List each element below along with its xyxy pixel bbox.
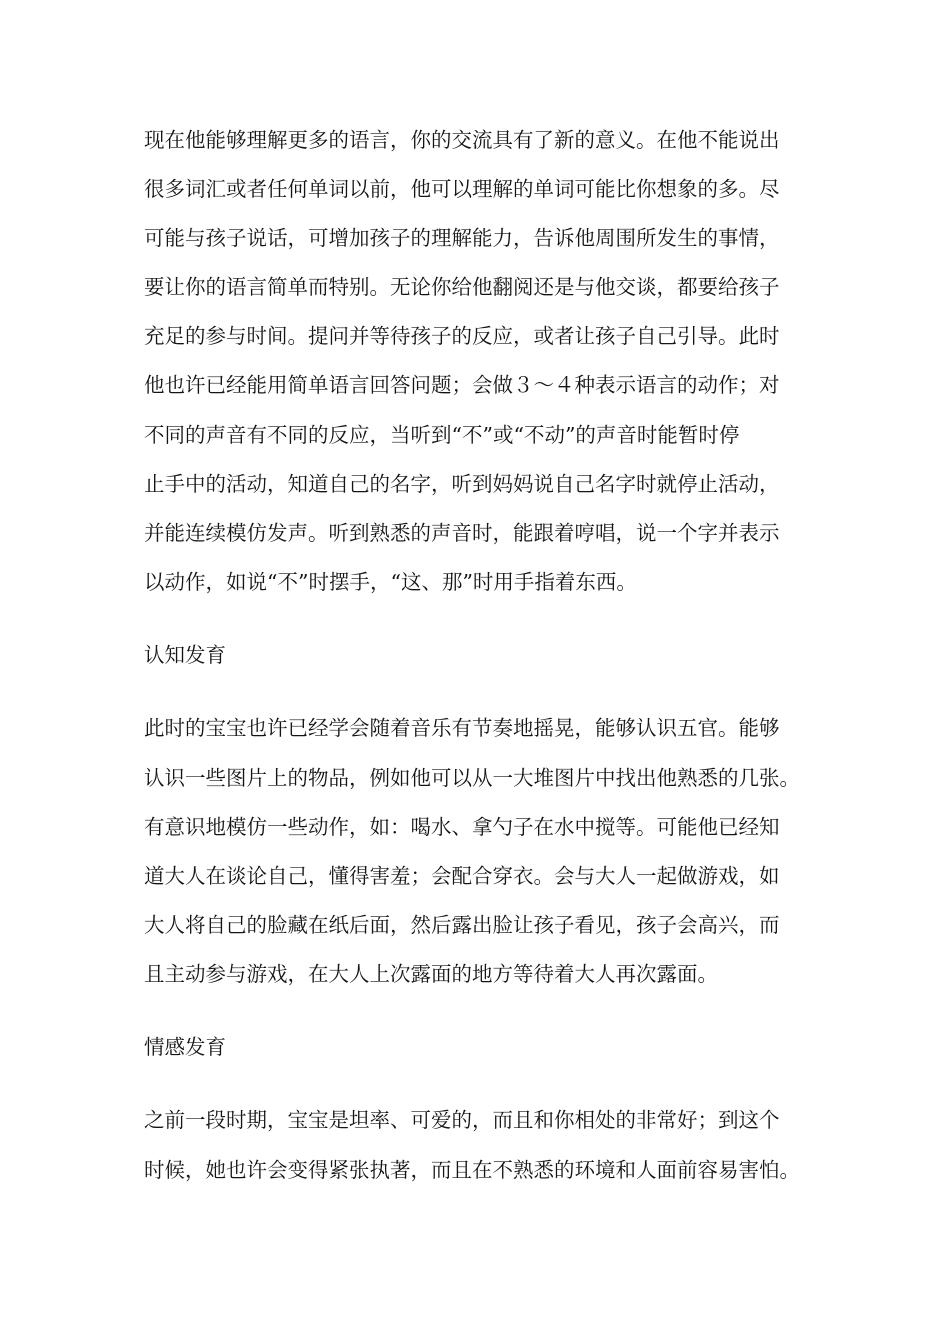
text-line: 有意识地模仿一些动作，如：喝水、拿勺子在水中搅等。可能他已经知 xyxy=(144,814,780,839)
text-line: 此时的宝宝也许已经学会随着音乐有节奏地摇晃，能够认识五官。能够 xyxy=(144,716,780,741)
text-line: 不同的声音有不同的反应，当听到“不”或“不动”的声音时能暂时停 xyxy=(144,422,740,447)
document-body xyxy=(144,116,820,1195)
text-line: 要让你的语言简单而特别。无论你给他翻阅还是与他交谈，都要给孩子 xyxy=(144,275,780,300)
text-line: 道大人在谈论自己，懂得害羞；会配合穿衣。会与大人一起做游戏，如 xyxy=(144,863,780,888)
text-line: 止手中的活动，知道自己的名字，听到妈妈说自己名字时就停止活动， xyxy=(144,471,780,496)
text-line: 他也许已经能用简单语言回答问题；会做３～４种表示语言的动作；对 xyxy=(144,373,780,398)
text-line: 以动作，如说“不”时摆手，“这、那”时用手指着东西。 xyxy=(144,569,637,594)
text-line: 认识一些图片上的物品，例如他可以从一大堆图片中找出他熟悉的几张。 xyxy=(144,765,800,790)
section-heading-cognitive: 认知发育 xyxy=(144,643,226,668)
text-line: 充足的参与时间。提问并等待孩子的反应，或者让孩子自己引导。此时 xyxy=(144,324,780,349)
paragraph-language-development xyxy=(144,116,820,607)
paragraph-emotional-development xyxy=(144,1096,820,1194)
text-line: 之前一段时期，宝宝是坦率、可爱的，而且和你相处的非常好；到这个 xyxy=(144,1108,780,1133)
text-line: 大人将自己的脸藏在纸后面，然后露出脸让孩子看见，孩子会高兴，而 xyxy=(144,912,780,937)
text-line: 可能与孩子说话，可增加孩子的理解能力，告诉他周围所发生的事情， xyxy=(144,226,780,251)
text-line: 且主动参与游戏，在大人上次露面的地方等待着大人再次露面。 xyxy=(144,961,718,986)
text-line: 时候，她也许会变得紧张执著，而且在不熟悉的环境和人面前容易害怕。 xyxy=(144,1157,800,1182)
section-heading-emotional: 情感发育 xyxy=(144,1035,226,1060)
paragraph-cognitive-development xyxy=(144,704,820,999)
text-line: 很多词汇或者任何单词以前，他可以理解的单词可能比你想象的多。尽 xyxy=(144,177,780,202)
text-line: 现在他能够理解更多的语言，你的交流具有了新的意义。在他不能说出 xyxy=(144,128,780,152)
text-line: 并能连续模仿发声。听到熟悉的声音时，能跟着哼唱，说一个字并表示 xyxy=(144,520,780,545)
